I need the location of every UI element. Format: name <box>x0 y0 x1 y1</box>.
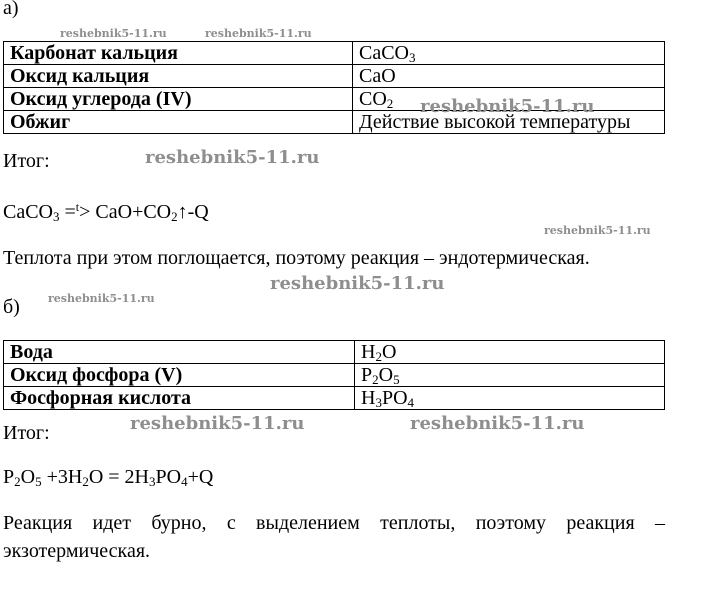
substance-name: Оксид кальция <box>4 65 353 88</box>
table-row <box>4 341 665 364</box>
watermark: reshebnik5-11.ru <box>60 27 167 40</box>
part-b-label: б) <box>3 296 20 318</box>
watermark: reshebnik5-11.ru <box>420 96 595 117</box>
part-b-result-label: Итог: <box>3 422 50 444</box>
table-row <box>4 364 665 387</box>
part-b-conclusion-line1: Реакция идет бурно, с выделением теплоты, поэтому реакция – <box>3 512 665 534</box>
part-b-conclusion-line2: экзотермическая. <box>3 540 151 562</box>
part-a-table <box>3 41 665 134</box>
watermark: reshebnik5-11.ru <box>544 224 651 237</box>
substance-name: Оксид фосфора (V) <box>4 364 355 387</box>
part-b-equation: $P_2O_5 +3H_2O = 2H_3PO_4+Q$ <box>3 466 214 489</box>
table-row <box>4 387 665 410</box>
part-a-equation: CaCO$_3$ $=^t> CaO+CO_2↑-Q$ <box>3 200 209 224</box>
substance-name: Оксид углерода (IV) <box>4 88 353 111</box>
watermark: reshebnik5-11.ru <box>48 292 155 305</box>
watermark: reshebnik5-11.ru <box>145 147 320 168</box>
substance-name: Карбонат кальция <box>4 42 353 65</box>
table-row <box>4 65 665 88</box>
table-row <box>4 42 665 65</box>
watermark: reshebnik5-11.ru <box>205 27 312 40</box>
watermark: reshebnik5-11.ru <box>410 413 585 434</box>
part-a-result-label: Итог: <box>3 150 50 172</box>
part-a-conclusion: Теплота при этом поглощается, поэтому реакция – эндотермическая. <box>3 247 590 269</box>
watermark: reshebnik5-11.ru <box>270 273 445 294</box>
substance-formula: $H_2O$ <box>355 341 665 364</box>
part-a-label: а) <box>3 0 19 19</box>
substance-formula: CaCO$_3$ <box>353 42 665 65</box>
substance-name: Вода <box>4 341 355 364</box>
part-b-table <box>3 340 665 410</box>
substance-formula: CaO <box>353 65 665 88</box>
substance-formula: $CO_2$ <box>353 88 665 111</box>
substance-formula: $H_3PO_4$ <box>355 387 665 410</box>
substance-formula: $P_2O_5$ <box>355 364 665 387</box>
process-name: Обжиг <box>4 111 353 134</box>
substance-name: Фосфорная кислота <box>4 387 355 410</box>
watermark: reshebnik5-11.ru <box>130 413 305 434</box>
process-description: Действие высокой температуры <box>353 111 665 134</box>
